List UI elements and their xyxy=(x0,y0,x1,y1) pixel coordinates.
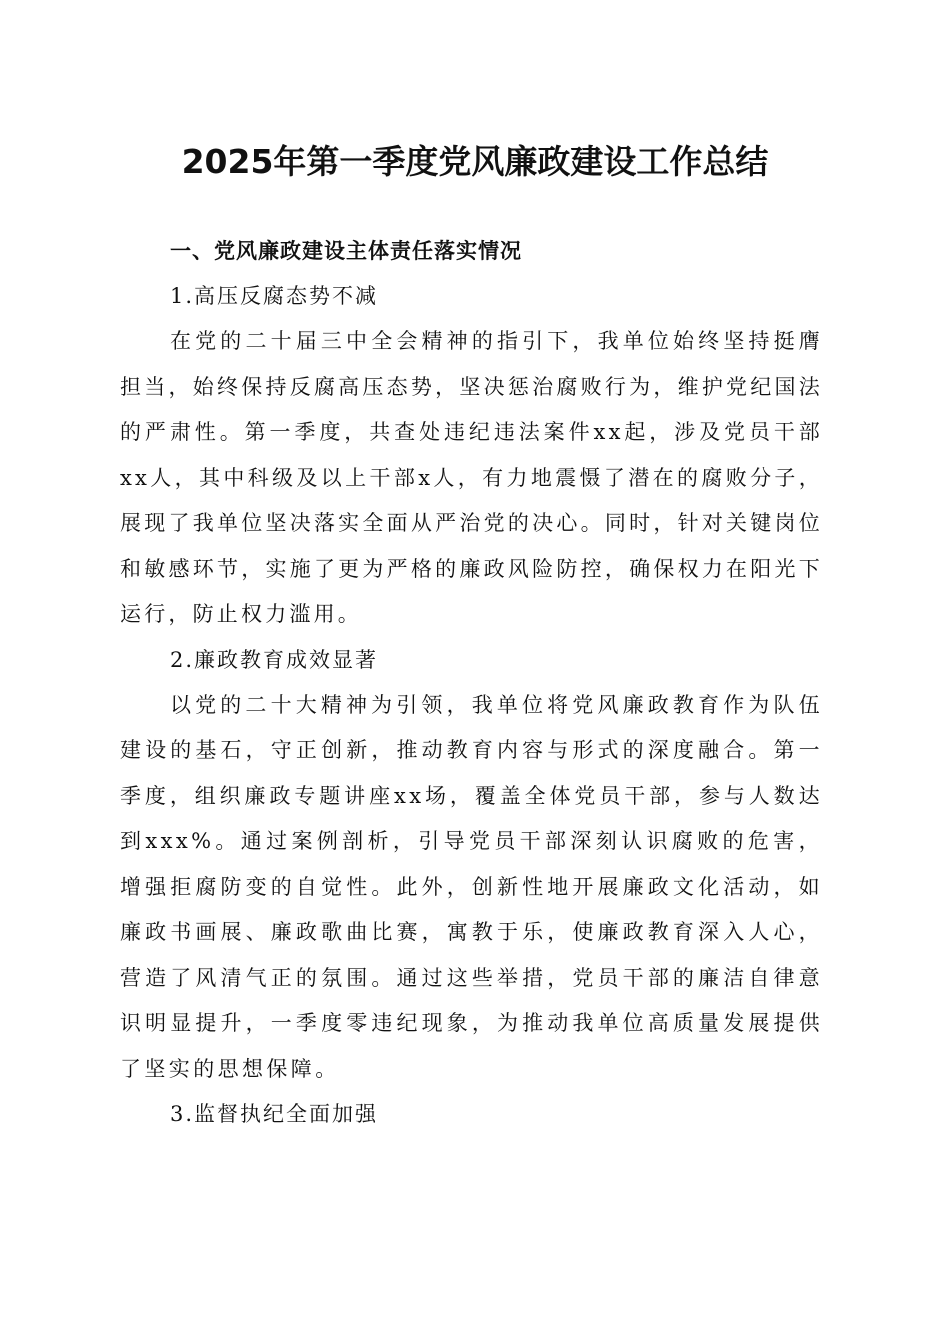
paragraph: 以党的二十大精神为引领，我单位将党风廉政教育作为队伍建设的基石，守正创新，推动教育内容与形式的深度融合。第一季度，组织廉政专题讲座xx场，覆盖全体党员干部，参与人数达到xxx%。通过案例剖析，引导党员干部深刻认识腐败的危害，增强拒腐防变的自觉性。此外，创新性地开展廉政文化活动，如廉政书画展、廉政歌曲比赛，寓教于乐，使廉政教育深入人心，营造了风清气正的氛围。通过这些举措，党员干部的廉洁自律意识明显提升，一季度零违纪现象，为推动我单位高质量发展提供了坚实的思想保障。 xyxy=(120,692,823,1081)
subsection-heading: 3.监督执纪全面加强 xyxy=(170,1102,379,1126)
section-heading: 一、党风廉政建设主体责任落实情况 xyxy=(170,239,522,263)
subsection-heading: 1.高压反腐态势不减 xyxy=(170,284,379,308)
document-title: 2025年第一季度党风廉政建设工作总结 xyxy=(181,142,769,181)
subsection-heading: 2.廉政教育成效显著 xyxy=(170,647,379,672)
paragraph: 在党的二十届三中全会精神的指引下，我单位始终坚持挺膺担当，始终保持反腐高压态势，坚决惩治腐败行为，维护党纪国法的严肃性。第一季度，共查处违纪违法案件xx起，涉及党员干部xx人，其中科级及以上干部x人，有力地震慑了潜在的腐败分子，展现了我单位坚决落实全面从严治党的决心。同时，针对关键岗位和敏感环节，实施了更为严格的廉政风险防控，确保权力在阳光下运行，防止权力滥用。 xyxy=(120,329,823,626)
document-body xyxy=(120,229,823,1137)
